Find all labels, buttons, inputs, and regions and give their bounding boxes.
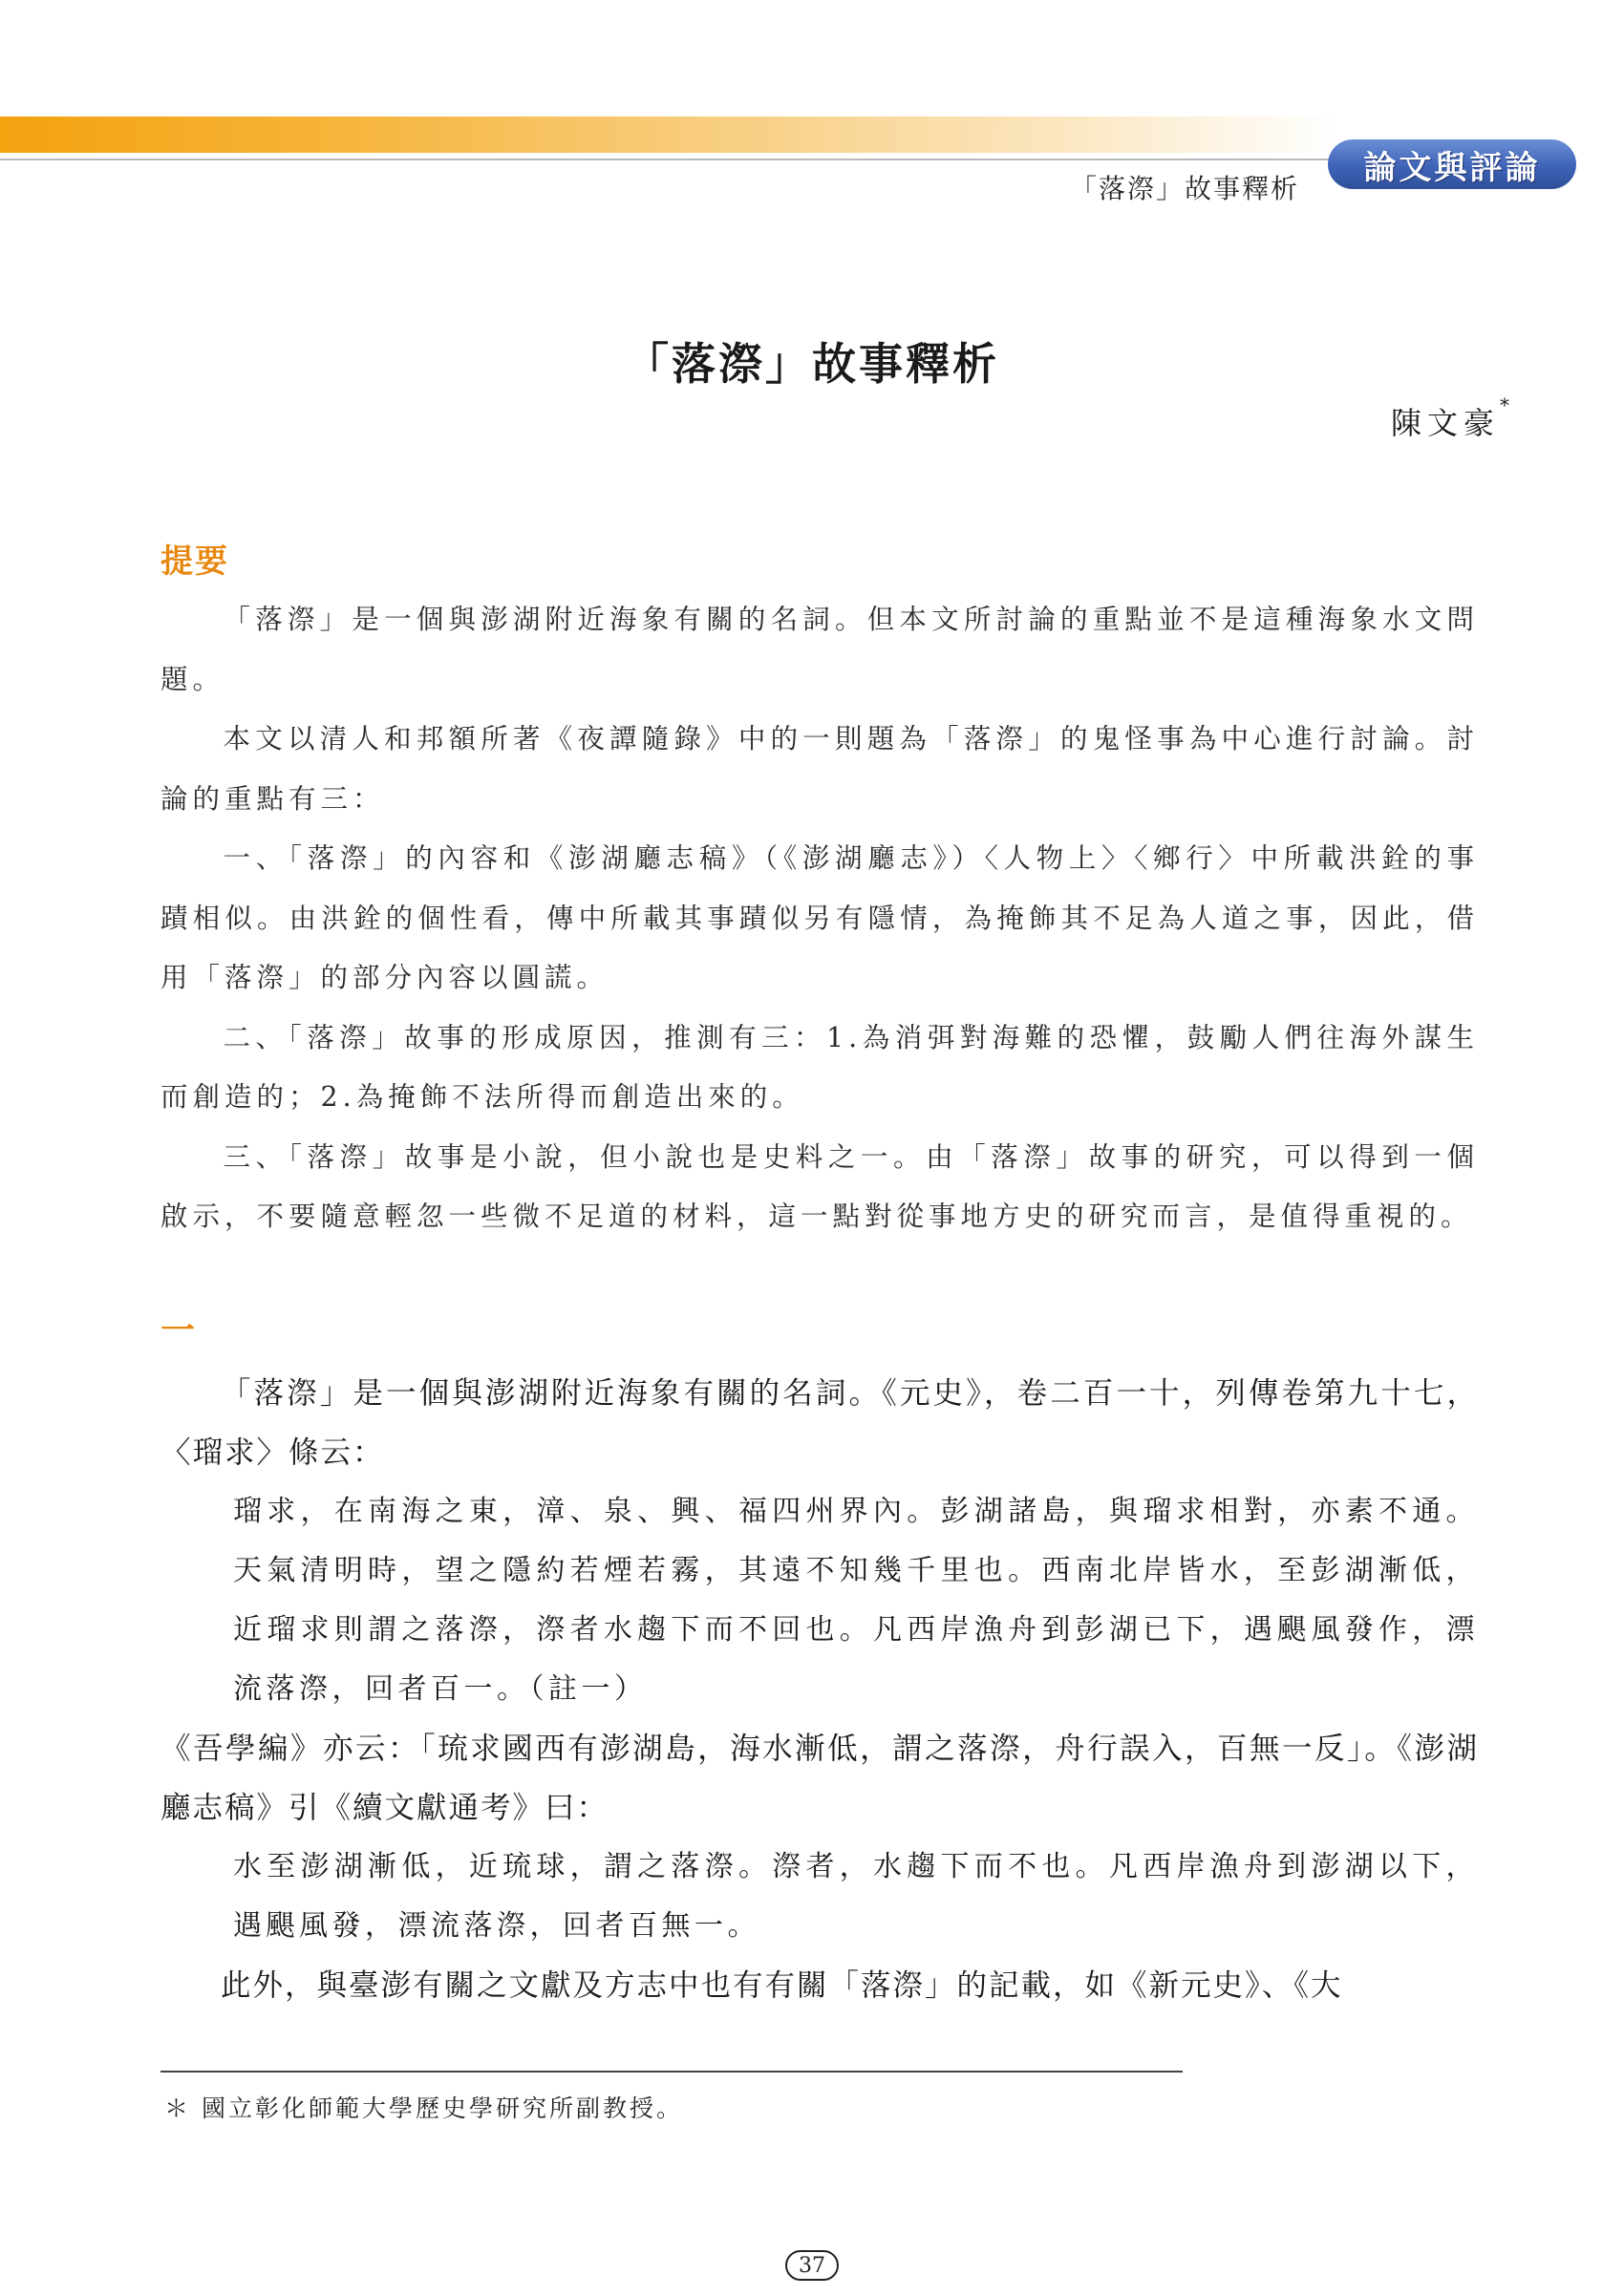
abstract-heading: 提要 [160,542,229,581]
block-quote: 水至澎湖漸低，近琉球，謂之落漈。漈者，水趨下而不也。凡西岸漁舟到澎湖以下，遇颶風發，漂流落漈，回者百無一。 [233,1850,1479,1943]
footnote-text: 國立彰化師範大學歷史學研究所副教授。 [201,2094,683,2122]
abstract-body [160,590,1479,1247]
body-paragraph: 《吾學編》亦云：「琉求國西有澎湖島，海水漸低，謂之落漈，舟行誤入，百無一反」。《澎湖廳志稿》引《續文獻通考》曰： [160,1732,1479,1825]
abstract-paragraph: 二、「落漈」故事的形成原因，推測有三：1.為消弭對海難的恐懼，鼓勵人們往海外謀生而創造的；2.為掩飾不法所得而創造出來的。 [160,1021,1479,1113]
section-one-body [160,1364,1479,2015]
footnote [164,2090,1024,2124]
footnote-mark: ＊ [164,2094,192,2122]
abstract-paragraph: 三、「落漈」故事是小說，但小說也是史料之一。由「落漈」故事的研究，可以得到一個啟示，不要隨意輕忽一些微不足道的材料，這一點對從事地方史的研究而言，是值得重視的。 [160,1140,1479,1232]
running-head: 「落漈」故事釋析 [1070,173,1300,204]
page-number: 37 [785,2250,839,2281]
abstract-paragraph: 「落漈」是一個與澎湖附近海象有關的名詞。但本文所討論的重點並不是這種海象水文問題。 [160,604,1479,695]
header-color-bar [0,117,1337,153]
body-paragraph: 「落漈」是一個與澎湖附近海象有關的名詞。《元史》，卷二百一十，列傳卷第九十七，〈瑠求〉條云： [160,1376,1479,1470]
author-footnote-mark: * [1500,393,1509,416]
article-author [1280,393,1509,443]
body-paragraph: 此外，與臺澎有關之文獻及方志中也有有關「落漈」的記載，如《新元史》、《大 [221,1968,1343,2003]
abstract-paragraph: 本文以清人和邦額所著《夜譚隨錄》中的一則題為「落漈」的鬼怪事為中心進行討論。討論的重點有三： [160,723,1479,815]
section-heading: 一 [160,1311,196,1350]
footnote-rule [160,2071,1183,2073]
section-badge: 論文與評論 [1328,139,1576,189]
article-title: 「落漈」故事釋析 [625,338,999,390]
author-name: 陳文豪 [1390,405,1500,441]
abstract-paragraph: 一、「落漈」的內容和《澎湖廳志稿》（《澎湖廳志》）〈人物上〉〈鄉行〉中所載洪銓的事蹟相似。由洪銓的個性看，傳中所載其事蹟似另有隱情，為掩飾其不足為人道之事，因此，借用「落漈」的部分內容以圓謊。 [160,842,1479,993]
block-quote: 瑠求，在南海之東，漳、泉、興、福四州界內。彭湖諸島，與瑠求相對，亦素不通。天氣清明時，望之隱約若煙若霧，其遠不知幾千里也。西南北岸皆水，至彭湖漸低，近瑠求則謂之落漈，漈者水趨下而不回也。凡西岸漁舟到彭湖已下，遇颶風發作，漂流落漈，回者百一。（註一） [233,1495,1479,1706]
header-rule [0,159,1347,160]
